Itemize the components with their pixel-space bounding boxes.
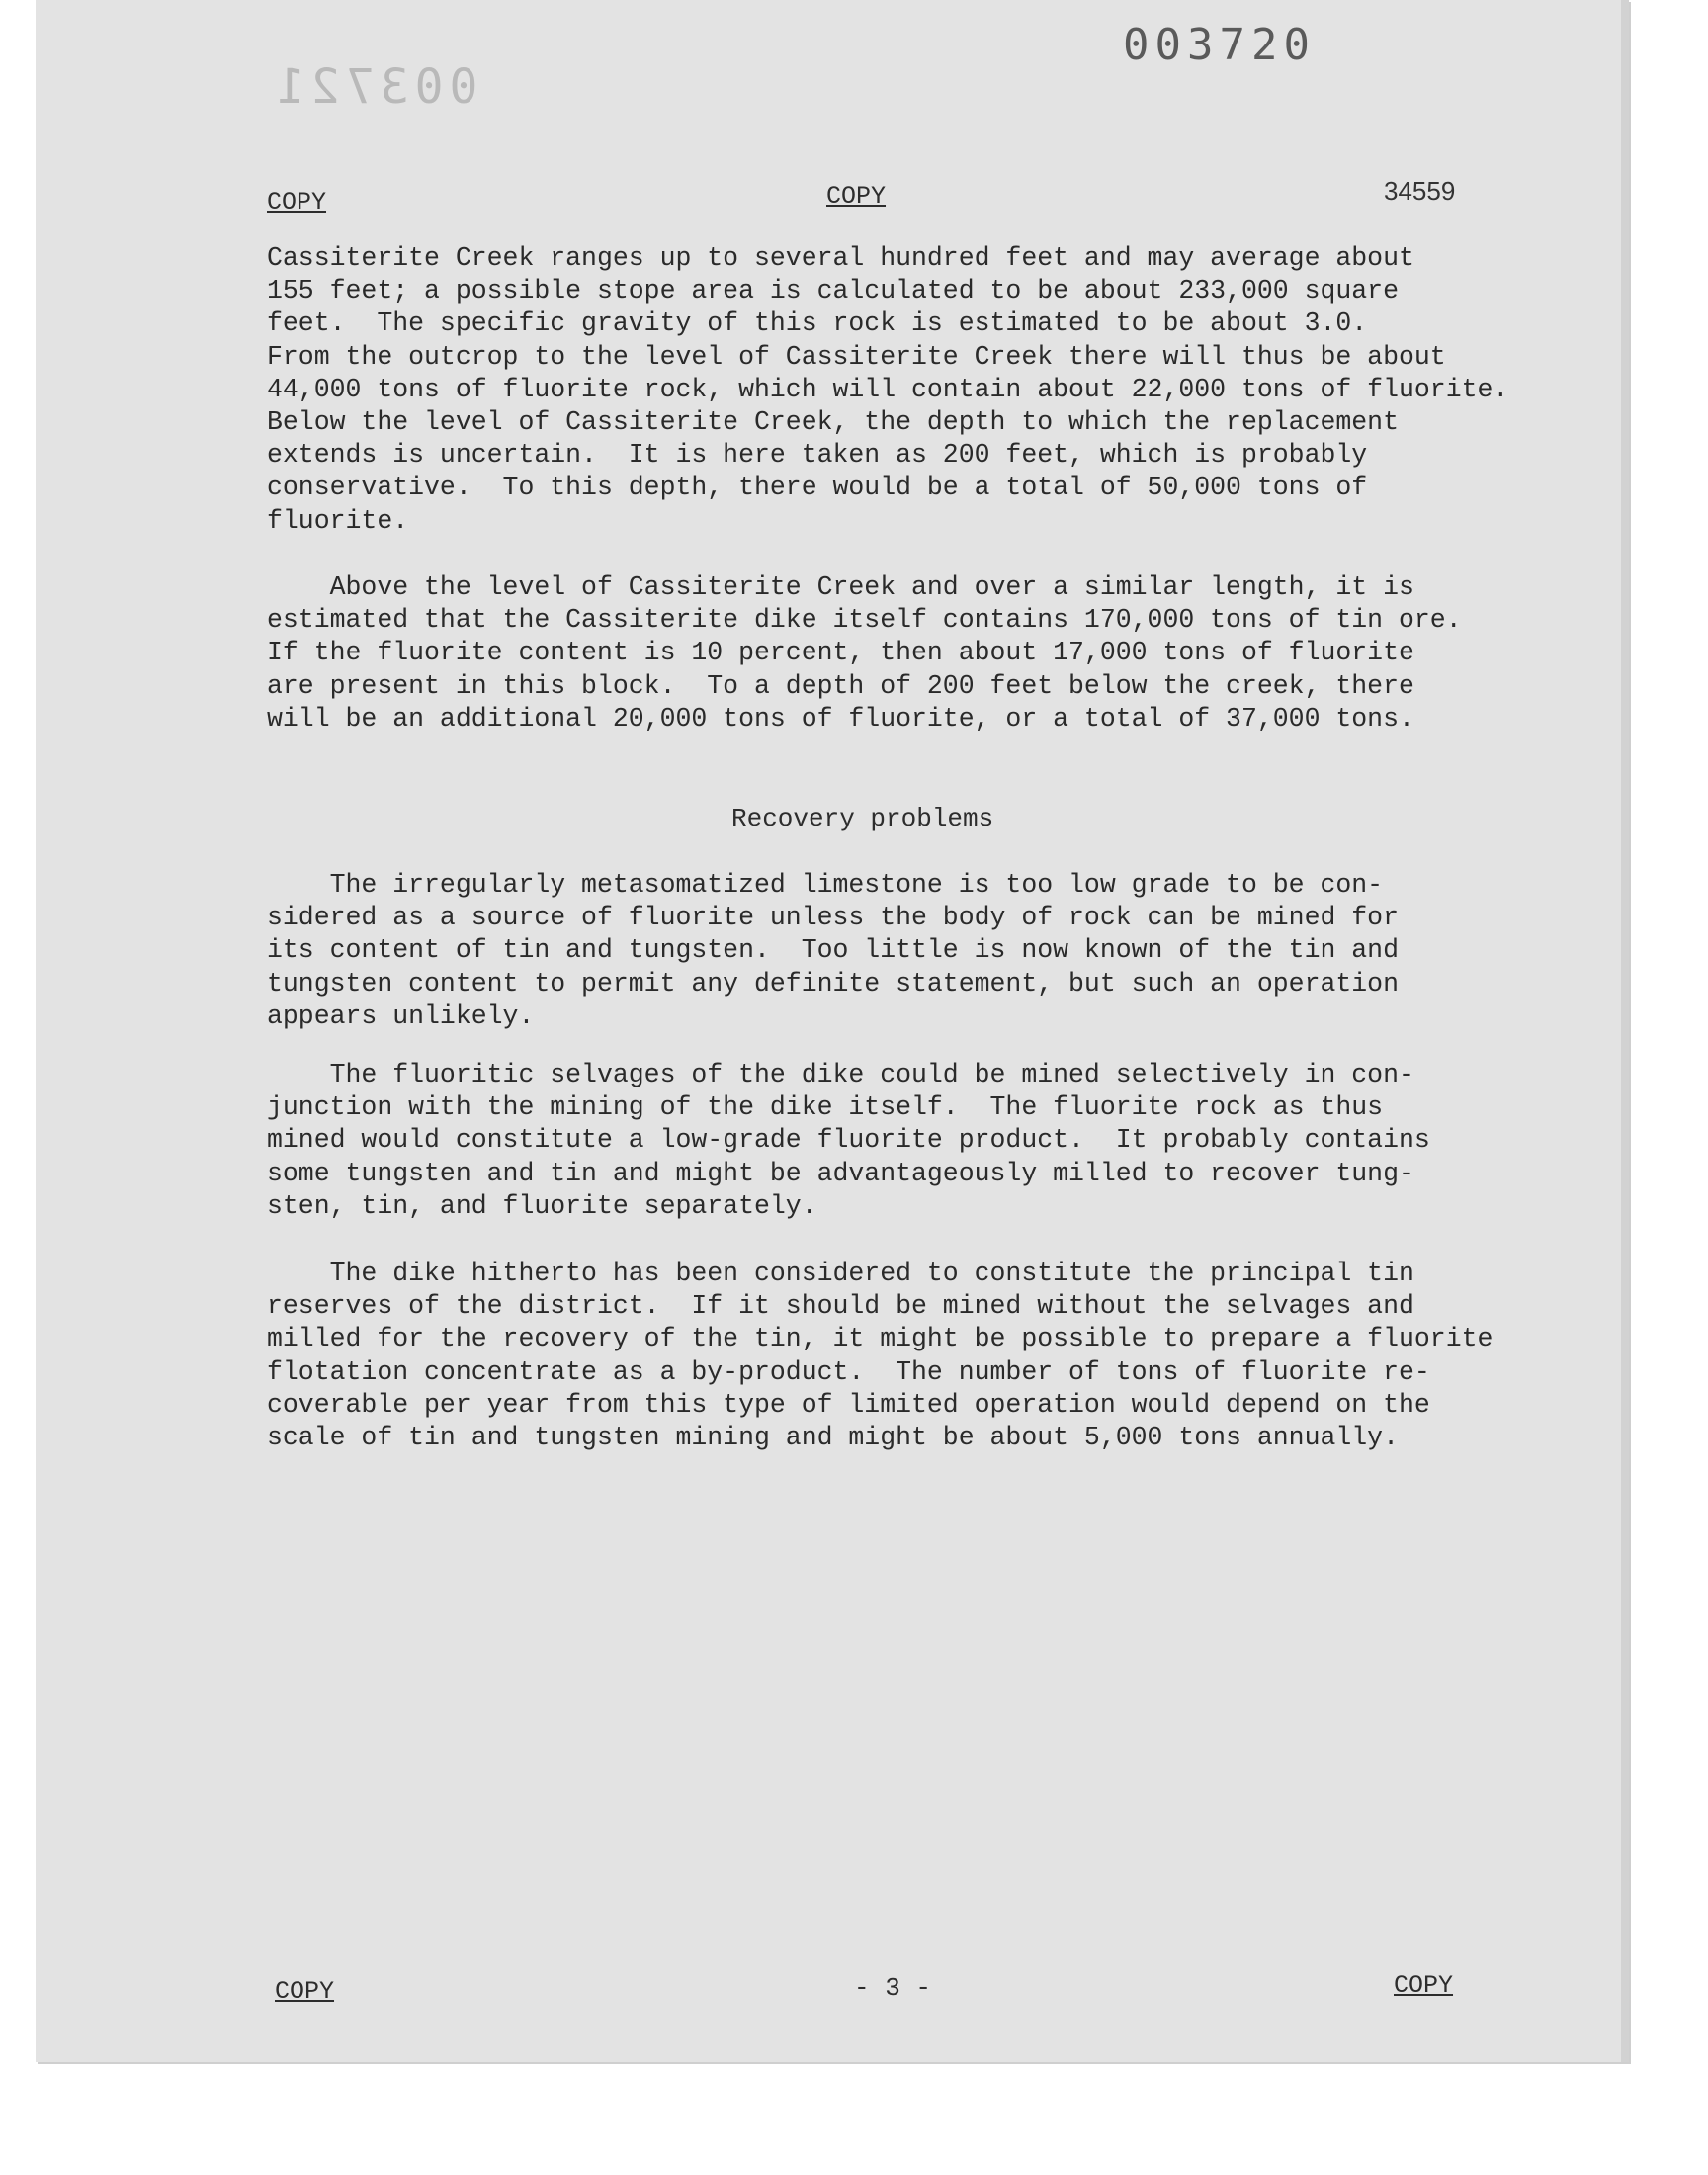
header-copy-center: COPY <box>826 182 887 211</box>
paragraph-1: Cassiterite Creek ranges up to several hundred feet and may average about 155 feet; a possible stope area is calculated to be about 233,000 square feet. The specific gravity of this rock is estimated to be about 3.0. From the outcrop to the level of Cassiterite Creek there will thus be about 44,000 tons of fluorite rock, which will contain about 22,000 tons of fluorite. Below the level of Cassiterite Creek, the depth to which the replacement extends is uncertain. It is here taken as 200 feet, which is probably conservative. To this depth, there would be a total of 50,000 tons of fluorite. <box>267 243 1509 536</box>
footer-copy-left: COPY <box>275 1977 335 2006</box>
paragraph-5: The dike hitherto has been considered to constitute the principal tin reserves of the district. If it should be mined without the selvages and milled for the recovery of the tin, it might be possible to prepare a fluorite flotation concentrate as a by-product. The number of tons of fluorite re- coverable per year from this type of limited operation would depend on the scale of tin and tungsten mining and might be about 5,000 tons annually. <box>267 1259 1494 1453</box>
document-number: 34559 <box>1384 176 1456 206</box>
paragraph-4: The fluoritic selvages of the dike could be mined selectively in con- junction with the mining of the dike itself. The fluorite rock as thus mined would constitute a low-grade fluorite product. It probably contains some tungsten and tin and might be advantageously milled to recover tung- sten, tin, and fluorite separately. <box>267 1060 1430 1221</box>
stamp-number: 003720 <box>1123 20 1316 70</box>
bleed-through-stamp: 003721 <box>271 59 478 115</box>
paragraph-2: Above the level of Cassiterite Creek and over a similar length, it is estimated that the Cassiterite dike itself contains 170,000 tons of tin ore. If the fluorite content is 10 percent, then about 17,000 tons of fluorite are present in this block. To a depth of 200 feet below the creek, there will be an additional 20,000 tons of fluorite, or a total of 37,000 tons. <box>267 572 1462 734</box>
page-number: - 3 - <box>854 1973 932 2003</box>
section-heading: Recovery problems <box>731 804 994 833</box>
paragraph-3: The irregularly metasomatized limestone is too low grade to be con- sidered as a source of fluorite unless the body of rock can be mined for its content of tin and tungsten. Too little is now known of the tin and tungsten content to permit any definite statement, but such an operation appears unlikely. <box>267 870 1399 1031</box>
scan-edge <box>1621 0 1629 2062</box>
footer-copy-right: COPY <box>1394 1971 1454 2000</box>
header-copy-left: COPY <box>267 188 327 217</box>
